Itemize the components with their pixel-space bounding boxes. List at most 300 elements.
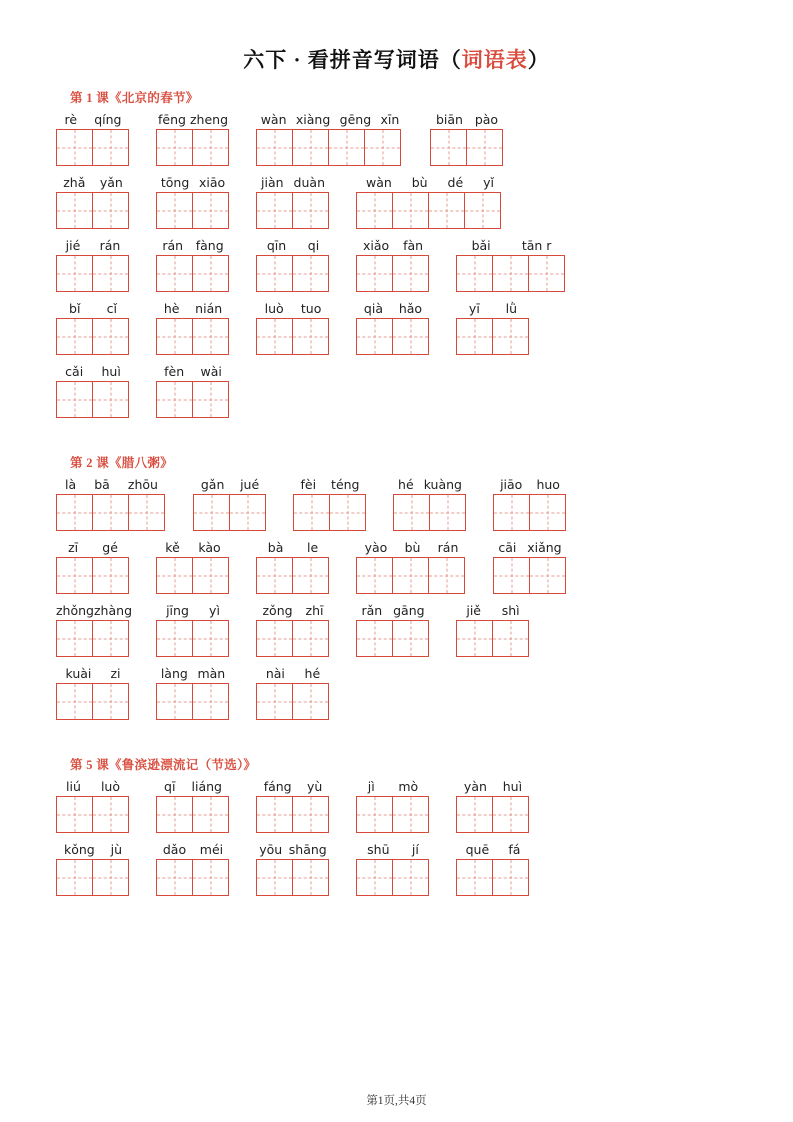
pinyin-label bbox=[56, 666, 130, 681]
guide-line-vertical bbox=[110, 193, 111, 228]
guide-line-vertical bbox=[210, 558, 211, 593]
writing-cell[interactable] bbox=[92, 129, 129, 166]
writing-cell[interactable] bbox=[493, 557, 530, 594]
writing-cell[interactable] bbox=[156, 859, 193, 896]
writing-cell[interactable] bbox=[192, 381, 229, 418]
word-row bbox=[56, 175, 737, 229]
writing-cell[interactable] bbox=[292, 192, 329, 229]
writing-cell[interactable] bbox=[428, 192, 465, 229]
writing-cell[interactable] bbox=[192, 129, 229, 166]
writing-cell[interactable] bbox=[256, 129, 293, 166]
guide-line-vertical bbox=[410, 621, 411, 656]
writing-cell[interactable] bbox=[492, 796, 529, 833]
word-group bbox=[256, 175, 330, 229]
writing-grid[interactable] bbox=[156, 255, 230, 292]
guide-line-vertical bbox=[310, 319, 311, 354]
writing-cell[interactable] bbox=[456, 859, 493, 896]
writing-cell[interactable] bbox=[192, 557, 229, 594]
guide-line-vertical bbox=[210, 256, 211, 291]
writing-cell[interactable] bbox=[92, 192, 129, 229]
writing-cell[interactable] bbox=[292, 683, 329, 720]
pinyin-label bbox=[430, 112, 504, 127]
writing-grid[interactable] bbox=[56, 129, 130, 166]
writing-cell[interactable] bbox=[292, 859, 329, 896]
writing-cell[interactable] bbox=[92, 557, 129, 594]
writing-cell[interactable] bbox=[56, 318, 93, 355]
writing-cell[interactable] bbox=[493, 494, 530, 531]
writing-cell[interactable] bbox=[466, 129, 503, 166]
writing-cell[interactable] bbox=[529, 494, 566, 531]
pinyin-syllable: kào bbox=[198, 540, 221, 555]
writing-grid[interactable] bbox=[256, 129, 404, 166]
pinyin-syllable: rán bbox=[99, 238, 121, 253]
writing-cell[interactable] bbox=[92, 796, 129, 833]
guide-line-vertical bbox=[274, 684, 275, 719]
writing-cell[interactable] bbox=[229, 494, 266, 531]
word-group bbox=[493, 540, 567, 594]
pinyin-syllable: zhǎ bbox=[63, 175, 86, 190]
word-group bbox=[356, 301, 430, 355]
pinyin-label bbox=[156, 175, 230, 190]
pinyin-syllable: zhōu bbox=[127, 477, 158, 492]
pinyin-syllable: gé bbox=[102, 540, 118, 555]
pinyin-syllable: shì bbox=[501, 603, 520, 618]
word-group bbox=[393, 477, 467, 531]
writing-cell[interactable] bbox=[392, 859, 429, 896]
word-group bbox=[356, 540, 467, 594]
writing-cell[interactable] bbox=[356, 255, 393, 292]
pinyin-label bbox=[256, 842, 330, 857]
word-row bbox=[56, 842, 737, 896]
writing-cell[interactable] bbox=[256, 557, 293, 594]
section-spacer bbox=[56, 427, 737, 443]
writing-grid[interactable] bbox=[356, 859, 430, 896]
writing-cell[interactable] bbox=[292, 557, 329, 594]
writing-cell[interactable] bbox=[92, 255, 129, 292]
pinyin-syllable: fēng bbox=[158, 112, 186, 127]
writing-grid[interactable] bbox=[393, 494, 467, 531]
guide-line-vertical bbox=[510, 797, 511, 832]
writing-cell[interactable] bbox=[456, 318, 493, 355]
writing-cell[interactable] bbox=[392, 255, 429, 292]
guide-line-vertical bbox=[374, 860, 375, 895]
word-group bbox=[456, 779, 530, 833]
writing-cell[interactable] bbox=[492, 318, 529, 355]
pinyin-label bbox=[256, 779, 330, 794]
guide-line-vertical bbox=[110, 558, 111, 593]
guide-line-vertical bbox=[547, 495, 548, 530]
guide-line-vertical bbox=[546, 256, 547, 291]
writing-grid[interactable] bbox=[56, 255, 130, 292]
guide-line-vertical bbox=[374, 621, 375, 656]
writing-cell[interactable] bbox=[156, 796, 193, 833]
pinyin-label bbox=[293, 477, 367, 492]
writing-grid[interactable] bbox=[430, 129, 504, 166]
writing-cell[interactable] bbox=[256, 683, 293, 720]
pinyin-label bbox=[356, 540, 467, 555]
writing-cell[interactable] bbox=[92, 859, 129, 896]
pinyin-syllable: yǐ bbox=[483, 175, 494, 190]
guide-line-vertical bbox=[410, 558, 411, 593]
writing-cell[interactable] bbox=[192, 620, 229, 657]
writing-grid[interactable] bbox=[293, 494, 367, 531]
writing-cell[interactable] bbox=[464, 192, 501, 229]
guide-line-vertical bbox=[374, 319, 375, 354]
writing-cell[interactable] bbox=[364, 129, 401, 166]
pinyin-label bbox=[156, 540, 230, 555]
writing-cell[interactable] bbox=[392, 318, 429, 355]
writing-cell[interactable] bbox=[192, 796, 229, 833]
guide-line-vertical bbox=[210, 621, 211, 656]
guide-line-vertical bbox=[211, 495, 212, 530]
guide-line-vertical bbox=[474, 256, 475, 291]
writing-grid[interactable] bbox=[156, 318, 230, 355]
pinyin-syllable: bù bbox=[411, 175, 428, 190]
lesson-heading: 第 1 课《北京的春节》 bbox=[70, 91, 199, 105]
writing-cell[interactable] bbox=[528, 255, 565, 292]
guide-line-vertical bbox=[484, 130, 485, 165]
writing-cell[interactable] bbox=[192, 192, 229, 229]
writing-cell[interactable] bbox=[56, 557, 93, 594]
writing-cell[interactable] bbox=[356, 192, 393, 229]
pinyin-syllable: hǎo bbox=[398, 301, 423, 316]
guide-line-vertical bbox=[210, 797, 211, 832]
writing-cell[interactable] bbox=[393, 494, 430, 531]
writing-cell[interactable] bbox=[128, 494, 165, 531]
writing-cell[interactable] bbox=[156, 129, 193, 166]
writing-grid[interactable] bbox=[356, 557, 467, 594]
pinyin-syllable: luò bbox=[264, 301, 284, 316]
writing-cell[interactable] bbox=[356, 557, 393, 594]
writing-cell[interactable] bbox=[256, 192, 293, 229]
writing-cell[interactable] bbox=[193, 494, 230, 531]
writing-cell[interactable] bbox=[156, 557, 193, 594]
writing-grid[interactable] bbox=[156, 192, 230, 229]
writing-cell[interactable] bbox=[92, 683, 129, 720]
writing-cell[interactable] bbox=[192, 683, 229, 720]
writing-cell[interactable] bbox=[356, 859, 393, 896]
writing-grid[interactable] bbox=[456, 796, 530, 833]
writing-cell[interactable] bbox=[356, 318, 393, 355]
word-group bbox=[56, 842, 130, 896]
writing-cell[interactable] bbox=[529, 557, 566, 594]
writing-cell[interactable] bbox=[292, 318, 329, 355]
guide-line-vertical bbox=[410, 319, 411, 354]
guide-line-vertical bbox=[110, 256, 111, 291]
writing-cell[interactable] bbox=[428, 557, 465, 594]
guide-line-vertical bbox=[410, 193, 411, 228]
writing-grid[interactable] bbox=[256, 859, 330, 896]
guide-line-vertical bbox=[410, 797, 411, 832]
pinyin-label bbox=[256, 540, 330, 555]
pinyin-syllable: yī bbox=[468, 301, 480, 316]
guide-line-vertical bbox=[74, 256, 75, 291]
writing-cell[interactable] bbox=[156, 255, 193, 292]
pinyin-syllable: fèn bbox=[164, 364, 185, 379]
pinyin-label bbox=[56, 175, 130, 190]
word-row bbox=[56, 779, 737, 833]
writing-cell[interactable] bbox=[292, 796, 329, 833]
guide-line-vertical bbox=[110, 130, 111, 165]
pinyin-syllable: yǎn bbox=[99, 175, 123, 190]
guide-line-vertical bbox=[374, 256, 375, 291]
guide-line-vertical bbox=[174, 621, 175, 656]
writing-grid[interactable] bbox=[356, 620, 430, 657]
pinyin-syllable: kǒng bbox=[63, 842, 95, 857]
pinyin-syllable: pào bbox=[474, 112, 499, 127]
pinyin-syllable: rán bbox=[162, 238, 184, 253]
pinyin-label bbox=[493, 477, 567, 492]
writing-cell[interactable] bbox=[293, 494, 330, 531]
writing-grid[interactable] bbox=[156, 859, 230, 896]
guide-line-vertical bbox=[411, 495, 412, 530]
word-group bbox=[356, 779, 430, 833]
writing-cell[interactable] bbox=[56, 494, 93, 531]
writing-grid[interactable] bbox=[456, 318, 530, 355]
guide-line-vertical bbox=[274, 797, 275, 832]
writing-grid[interactable] bbox=[156, 129, 230, 166]
word-group bbox=[456, 301, 530, 355]
writing-cell[interactable] bbox=[256, 796, 293, 833]
writing-grid[interactable] bbox=[356, 192, 504, 229]
writing-cell[interactable] bbox=[156, 318, 193, 355]
writing-grid[interactable] bbox=[156, 796, 230, 833]
guide-line-vertical bbox=[547, 558, 548, 593]
guide-line-vertical bbox=[474, 319, 475, 354]
writing-grid[interactable] bbox=[256, 557, 330, 594]
word-group bbox=[256, 112, 404, 166]
pinyin-label bbox=[456, 842, 530, 857]
writing-cell[interactable] bbox=[392, 796, 429, 833]
pinyin-label bbox=[356, 175, 504, 190]
writing-grid[interactable] bbox=[56, 796, 130, 833]
pinyin-syllable: wài bbox=[200, 364, 222, 379]
pinyin-syllable: qī bbox=[164, 779, 176, 794]
pinyin-syllable: luò bbox=[100, 779, 120, 794]
pinyin-label bbox=[456, 238, 567, 253]
writing-cell[interactable] bbox=[192, 859, 229, 896]
guide-line-vertical bbox=[482, 193, 483, 228]
pinyin-syllable: qià bbox=[363, 301, 383, 316]
pinyin-syllable: yào bbox=[364, 540, 388, 555]
writing-cell[interactable] bbox=[492, 859, 529, 896]
pinyin-syllable: qi bbox=[307, 238, 320, 253]
word-group bbox=[56, 112, 130, 166]
writing-grid[interactable] bbox=[256, 620, 330, 657]
pinyin-syllable: mò bbox=[398, 779, 419, 794]
pinyin-syllable: le bbox=[307, 540, 319, 555]
writing-grid[interactable] bbox=[156, 683, 230, 720]
page-title-main: 六下 · 看拼音写词语（ bbox=[243, 48, 462, 72]
writing-cell[interactable] bbox=[56, 859, 93, 896]
writing-grid[interactable] bbox=[56, 494, 167, 531]
writing-grid[interactable] bbox=[493, 557, 567, 594]
pinyin-syllable: xīn bbox=[380, 112, 400, 127]
writing-grid[interactable] bbox=[193, 494, 267, 531]
writing-grid[interactable] bbox=[56, 557, 130, 594]
guide-line-vertical bbox=[110, 621, 111, 656]
pinyin-label bbox=[156, 603, 230, 618]
writing-grid[interactable] bbox=[456, 255, 567, 292]
pinyin-syllable: quē bbox=[465, 842, 490, 857]
pinyin-syllable: cāi bbox=[498, 540, 517, 555]
writing-cell[interactable] bbox=[56, 796, 93, 833]
pinyin-label bbox=[156, 364, 230, 379]
writing-cell[interactable] bbox=[292, 620, 329, 657]
writing-cell[interactable] bbox=[456, 796, 493, 833]
writing-cell[interactable] bbox=[56, 255, 93, 292]
writing-grid[interactable] bbox=[256, 683, 330, 720]
guide-line-vertical bbox=[174, 558, 175, 593]
guide-line-vertical bbox=[274, 558, 275, 593]
writing-cell[interactable] bbox=[92, 318, 129, 355]
writing-cell[interactable] bbox=[292, 255, 329, 292]
pinyin-label bbox=[156, 112, 230, 127]
word-group bbox=[56, 238, 130, 292]
writing-grid[interactable] bbox=[356, 255, 430, 292]
guide-line-vertical bbox=[510, 621, 511, 656]
word-group bbox=[156, 301, 230, 355]
writing-grid[interactable] bbox=[356, 318, 430, 355]
writing-grid[interactable] bbox=[56, 192, 130, 229]
pinyin-syllable: jiāo bbox=[500, 477, 523, 492]
guide-line-vertical bbox=[446, 558, 447, 593]
writing-cell[interactable] bbox=[328, 129, 365, 166]
writing-grid[interactable] bbox=[156, 557, 230, 594]
pinyin-label bbox=[156, 238, 230, 253]
writing-grid[interactable] bbox=[156, 620, 230, 657]
guide-line-vertical bbox=[274, 319, 275, 354]
pinyin-label bbox=[256, 175, 330, 190]
pinyin-syllable: yàn bbox=[463, 779, 487, 794]
writing-grid[interactable] bbox=[456, 859, 530, 896]
pinyin-syllable: liú bbox=[66, 779, 81, 794]
pinyin-syllable: huo bbox=[536, 477, 560, 492]
pinyin-syllable: xiāo bbox=[198, 175, 226, 190]
guide-line-vertical bbox=[110, 797, 111, 832]
writing-cell[interactable] bbox=[92, 381, 129, 418]
writing-cell[interactable] bbox=[92, 620, 129, 657]
writing-cell[interactable] bbox=[256, 859, 293, 896]
pinyin-syllable: fá bbox=[508, 842, 521, 857]
lessons-container bbox=[56, 88, 737, 921]
pinyin-syllable: xiǎo bbox=[362, 238, 390, 253]
writing-grid[interactable] bbox=[456, 620, 530, 657]
writing-grid[interactable] bbox=[56, 859, 130, 896]
guide-line-vertical bbox=[274, 193, 275, 228]
writing-grid[interactable] bbox=[56, 620, 130, 657]
writing-cell[interactable] bbox=[429, 494, 466, 531]
writing-cell[interactable] bbox=[392, 557, 429, 594]
pinyin-label bbox=[256, 238, 330, 253]
writing-cell[interactable] bbox=[456, 620, 493, 657]
guide-line-vertical bbox=[374, 193, 375, 228]
pinyin-syllable: biān bbox=[435, 112, 463, 127]
guide-line-vertical bbox=[174, 193, 175, 228]
pinyin-syllable: huì bbox=[101, 364, 121, 379]
writing-cell[interactable] bbox=[430, 129, 467, 166]
guide-line-vertical bbox=[410, 860, 411, 895]
writing-cell[interactable] bbox=[456, 255, 493, 292]
section-spacer bbox=[56, 905, 737, 921]
writing-cell[interactable] bbox=[392, 620, 429, 657]
pinyin-syllable: shāng bbox=[288, 842, 327, 857]
guide-line-vertical bbox=[310, 130, 311, 165]
writing-cell[interactable] bbox=[356, 796, 393, 833]
pinyin-syllable: shū bbox=[367, 842, 390, 857]
guide-line-vertical bbox=[310, 193, 311, 228]
pinyin-syllable: là bbox=[65, 477, 77, 492]
writing-cell[interactable] bbox=[492, 620, 529, 657]
writing-grid[interactable] bbox=[256, 796, 330, 833]
pinyin-label bbox=[56, 477, 167, 492]
word-row bbox=[56, 301, 737, 355]
writing-cell[interactable] bbox=[292, 129, 329, 166]
writing-cell[interactable] bbox=[56, 192, 93, 229]
writing-grid[interactable] bbox=[156, 381, 230, 418]
writing-cell[interactable] bbox=[56, 129, 93, 166]
writing-cell[interactable] bbox=[256, 620, 293, 657]
word-group bbox=[156, 238, 230, 292]
writing-cell[interactable] bbox=[156, 192, 193, 229]
pinyin-label bbox=[56, 364, 130, 379]
writing-grid[interactable] bbox=[56, 318, 130, 355]
writing-cell[interactable] bbox=[92, 494, 129, 531]
writing-cell[interactable] bbox=[192, 318, 229, 355]
guide-line-vertical bbox=[310, 256, 311, 291]
writing-grid[interactable] bbox=[493, 494, 567, 531]
writing-cell[interactable] bbox=[56, 381, 93, 418]
writing-cell[interactable] bbox=[256, 318, 293, 355]
writing-cell[interactable] bbox=[56, 620, 93, 657]
guide-line-vertical bbox=[347, 495, 348, 530]
writing-cell[interactable] bbox=[156, 683, 193, 720]
writing-cell[interactable] bbox=[329, 494, 366, 531]
guide-line-vertical bbox=[310, 797, 311, 832]
guide-line-vertical bbox=[74, 193, 75, 228]
word-group bbox=[256, 666, 330, 720]
pinyin-label bbox=[56, 112, 130, 127]
writing-cell[interactable] bbox=[392, 192, 429, 229]
word-group bbox=[256, 779, 330, 833]
guide-line-vertical bbox=[510, 860, 511, 895]
writing-cell[interactable] bbox=[256, 255, 293, 292]
word-row bbox=[56, 112, 737, 166]
pinyin-syllable: jīng bbox=[166, 603, 189, 618]
writing-cell[interactable] bbox=[156, 620, 193, 657]
writing-cell[interactable] bbox=[156, 381, 193, 418]
guide-line-vertical bbox=[310, 684, 311, 719]
pinyin-syllable: zheng bbox=[189, 112, 228, 127]
writing-grid[interactable] bbox=[256, 318, 330, 355]
writing-grid[interactable] bbox=[256, 255, 330, 292]
writing-grid[interactable] bbox=[356, 796, 430, 833]
pinyin-syllable: cǐ bbox=[106, 301, 117, 316]
writing-cell[interactable] bbox=[492, 255, 529, 292]
pinyin-syllable: zī bbox=[68, 540, 79, 555]
writing-cell[interactable] bbox=[56, 683, 93, 720]
pinyin-label bbox=[156, 842, 230, 857]
writing-cell[interactable] bbox=[356, 620, 393, 657]
writing-grid[interactable] bbox=[56, 683, 130, 720]
word-group bbox=[356, 175, 504, 229]
writing-grid[interactable] bbox=[56, 381, 130, 418]
writing-cell[interactable] bbox=[192, 255, 229, 292]
pinyin-syllable: qíng bbox=[94, 112, 122, 127]
writing-grid[interactable] bbox=[256, 192, 330, 229]
pinyin-syllable: qīn bbox=[266, 238, 287, 253]
pinyin-syllable: bǎi bbox=[471, 238, 491, 253]
